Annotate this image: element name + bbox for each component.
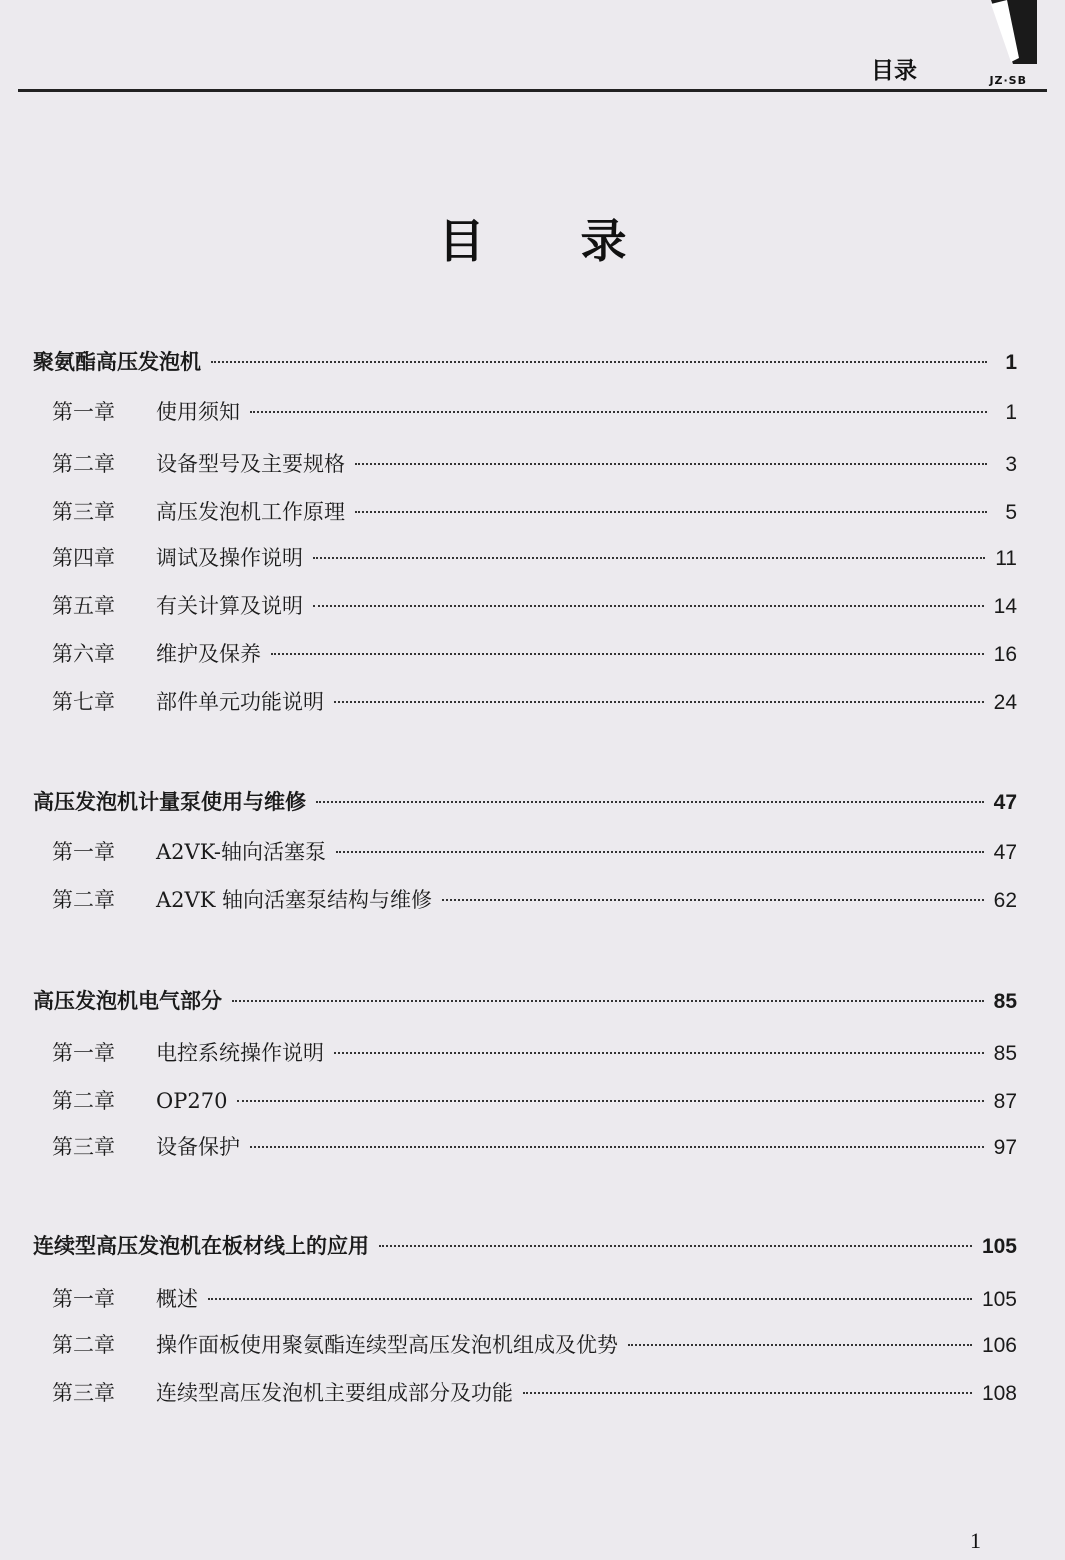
part-page-number: 1 <box>1005 351 1017 374</box>
dot-leader <box>442 899 984 901</box>
dot-leader <box>313 557 985 559</box>
part-page-number: 47 <box>993 791 1017 814</box>
chapter-number: 第五章 <box>52 594 115 618</box>
chapter-page-number: 5 <box>1005 501 1017 524</box>
chapter-title: A2VK-轴向活塞泵 <box>156 840 326 864</box>
chapter-number: 第二章 <box>52 888 115 912</box>
toc-chapter-row[interactable] <box>52 884 1017 914</box>
chapter-number: 第六章 <box>52 642 115 666</box>
part-page-number: 85 <box>993 990 1017 1013</box>
chapter-title: 电控系统操作说明 <box>156 1041 324 1065</box>
chapter-title: 调试及操作说明 <box>156 546 303 570</box>
dot-leader <box>208 1298 972 1300</box>
toc-part-row[interactable] <box>33 1230 1017 1260</box>
dot-leader <box>523 1392 972 1394</box>
chapter-number: 第一章 <box>52 1041 115 1065</box>
dot-leader <box>628 1344 972 1346</box>
logo-text: JZ·SB <box>989 74 1027 87</box>
part-title: 聚氨酯高压发泡机 <box>33 350 201 374</box>
chapter-page-number: 62 <box>993 889 1017 912</box>
part-title: 连续型高压发泡机在板材线上的应用 <box>33 1234 369 1258</box>
page-title: 目 录 <box>438 214 667 268</box>
part-page-number: 105 <box>981 1235 1017 1258</box>
chapter-title: 概述 <box>156 1287 198 1311</box>
page-number: 1 <box>970 1528 981 1553</box>
dot-leader <box>211 361 987 363</box>
chapter-number: 第三章 <box>52 1381 115 1405</box>
chapter-number: 第一章 <box>52 840 115 864</box>
toc-part-row[interactable] <box>33 346 1017 376</box>
chapter-title: 连续型高压发泡机主要组成部分及功能 <box>156 1381 513 1405</box>
part-title: 高压发泡机计量泵使用与维修 <box>33 790 306 814</box>
chapter-title: 有关计算及说明 <box>156 594 303 618</box>
toc-chapter-row[interactable] <box>52 448 1017 478</box>
chapter-page-number: 87 <box>993 1090 1017 1113</box>
dot-leader <box>250 1146 984 1148</box>
chapter-number: 第一章 <box>52 400 115 424</box>
dot-leader <box>316 801 984 803</box>
dot-leader <box>355 511 987 513</box>
toc-chapter-row[interactable] <box>52 496 1017 526</box>
part-title: 高压发泡机电气部分 <box>33 989 222 1013</box>
chapter-title: 设备型号及主要规格 <box>156 452 345 476</box>
toc-chapter-row[interactable] <box>52 836 1017 866</box>
chapter-page-number: 108 <box>981 1382 1017 1405</box>
dot-leader <box>379 1245 972 1247</box>
chapter-title: 操作面板使用聚氨酯连续型高压发泡机组成及优势 <box>156 1333 618 1357</box>
header-section-title: 目录 <box>871 58 917 84</box>
toc-chapter-row[interactable] <box>52 1377 1017 1407</box>
chapter-page-number: 106 <box>981 1334 1017 1357</box>
chapter-title: 设备保护 <box>156 1135 240 1159</box>
chapter-page-number: 16 <box>993 643 1017 666</box>
chapter-number: 第二章 <box>52 1089 115 1113</box>
toc-chapter-row[interactable] <box>52 1085 1017 1115</box>
toc-part-row[interactable] <box>33 985 1017 1015</box>
chapter-number: 第二章 <box>52 1333 115 1357</box>
chapter-title: 维护及保养 <box>156 642 261 666</box>
toc-chapter-row[interactable] <box>52 1037 1017 1067</box>
chapter-page-number: 85 <box>993 1042 1017 1065</box>
toc-chapter-row[interactable] <box>52 686 1017 716</box>
chapter-title: 部件单元功能说明 <box>156 690 324 714</box>
chapter-page-number: 47 <box>993 841 1017 864</box>
dot-leader <box>232 1000 984 1002</box>
dot-leader <box>334 701 984 703</box>
dot-leader <box>336 851 984 853</box>
toc-chapter-row[interactable] <box>52 638 1017 668</box>
chapter-page-number: 24 <box>993 691 1017 714</box>
chapter-title: 使用须知 <box>156 400 240 424</box>
dot-leader <box>355 463 987 465</box>
chapter-number: 第二章 <box>52 452 115 476</box>
toc-chapter-row[interactable] <box>52 590 1017 620</box>
chapter-page-number: 3 <box>1005 453 1017 476</box>
chapter-title: OP270 <box>156 1089 228 1113</box>
chapter-title: 高压发泡机工作原理 <box>156 500 345 524</box>
toc-chapter-row[interactable] <box>52 1131 1017 1161</box>
chapter-page-number: 105 <box>981 1288 1017 1311</box>
dot-leader <box>313 605 984 607</box>
dot-leader <box>250 411 987 413</box>
chapter-number: 第一章 <box>52 1287 115 1311</box>
chapter-page-number: 11 <box>995 547 1017 570</box>
chapter-page-number: 1 <box>1005 401 1017 424</box>
dot-leader <box>334 1052 984 1054</box>
toc-chapter-row[interactable] <box>52 396 1017 426</box>
dot-leader <box>237 1100 983 1102</box>
toc-part-row[interactable] <box>33 786 1017 816</box>
chapter-title: A2VK 轴向活塞泵结构与维修 <box>156 888 433 912</box>
toc-chapter-row[interactable] <box>52 1329 1017 1359</box>
chapter-number: 第七章 <box>52 690 115 714</box>
dot-leader <box>271 653 984 655</box>
chapter-number: 第三章 <box>52 1135 115 1159</box>
chapter-page-number: 97 <box>993 1136 1017 1159</box>
chapter-page-number: 14 <box>993 595 1017 618</box>
toc-chapter-row[interactable] <box>52 542 1017 572</box>
toc-chapter-row[interactable] <box>52 1283 1017 1313</box>
chapter-number: 第三章 <box>52 500 115 524</box>
chapter-number: 第四章 <box>52 546 115 570</box>
